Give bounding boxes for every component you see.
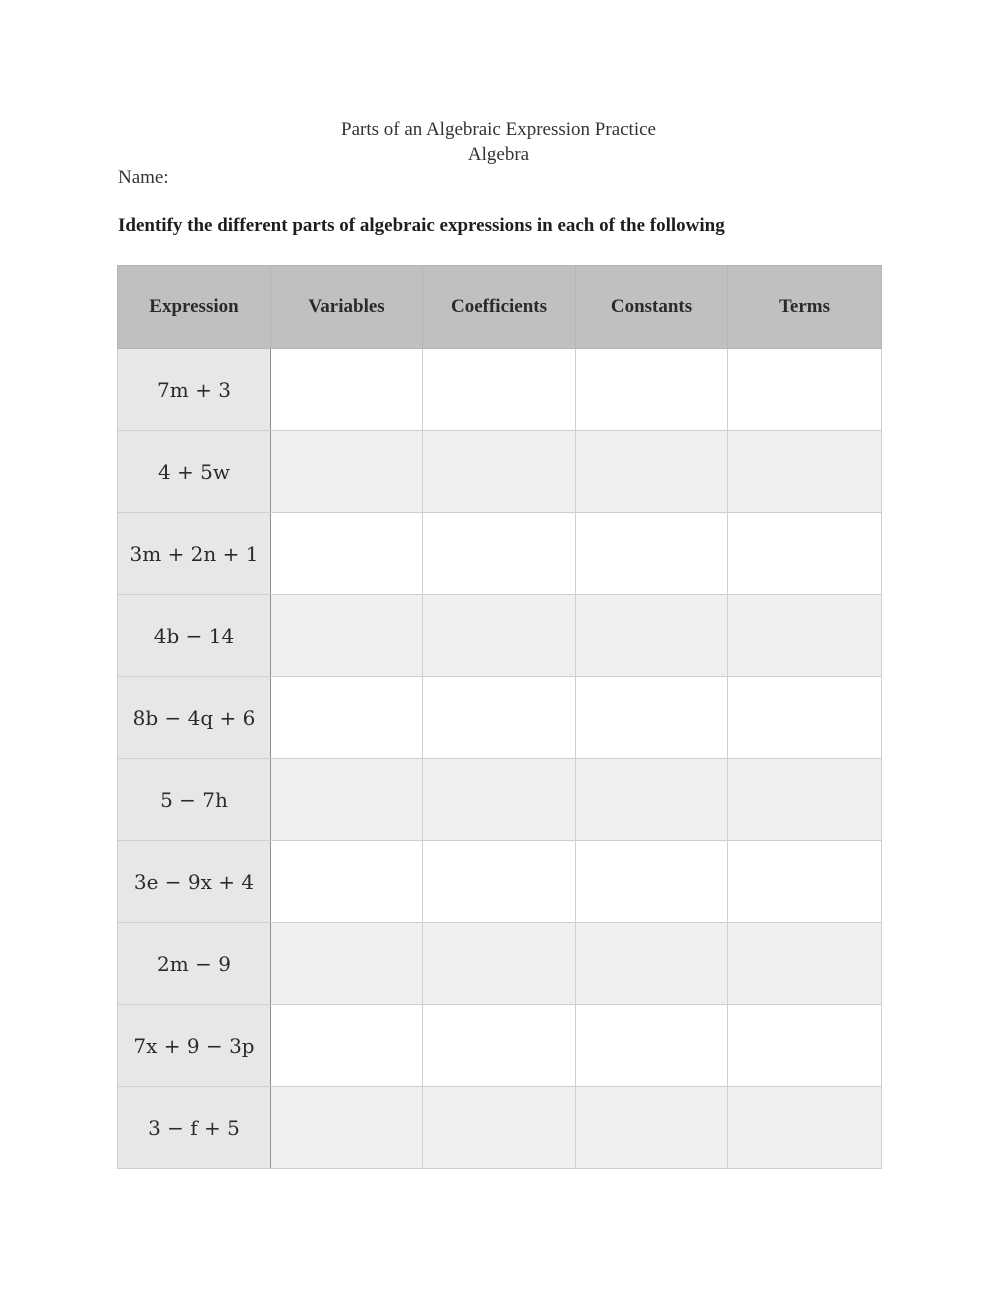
- variables-answer-cell[interactable]: [271, 677, 423, 759]
- expression-cell: 5 − 7h: [118, 759, 271, 841]
- instructions: Identify the different parts of algebraic expressions in each of the following: [118, 215, 725, 236]
- variables-answer-cell[interactable]: [271, 349, 423, 431]
- terms-answer-cell[interactable]: [728, 513, 882, 595]
- terms-answer-cell[interactable]: [728, 1005, 882, 1087]
- constants-answer-cell[interactable]: [576, 349, 728, 431]
- constants-answer-cell[interactable]: [576, 513, 728, 595]
- constants-answer-cell[interactable]: [576, 431, 728, 513]
- expression-cell: 4b − 14: [118, 595, 271, 677]
- table-row: [118, 431, 882, 513]
- variables-answer-cell[interactable]: [271, 1087, 423, 1169]
- coefficients-answer-cell[interactable]: [423, 513, 576, 595]
- table-row: [118, 677, 882, 759]
- expression-cell: 7x + 9 − 3p: [118, 1005, 271, 1087]
- table-row: [118, 841, 882, 923]
- header-constants: Constants: [576, 266, 728, 349]
- constants-answer-cell[interactable]: [576, 1087, 728, 1169]
- terms-answer-cell[interactable]: [728, 677, 882, 759]
- variables-answer-cell[interactable]: [271, 841, 423, 923]
- coefficients-answer-cell[interactable]: [423, 1005, 576, 1087]
- terms-answer-cell[interactable]: [728, 841, 882, 923]
- table-row: [118, 595, 882, 677]
- constants-answer-cell[interactable]: [576, 1005, 728, 1087]
- terms-answer-cell[interactable]: [728, 595, 882, 677]
- table-row: [118, 759, 882, 841]
- constants-answer-cell[interactable]: [576, 923, 728, 1005]
- table-header-row: [118, 266, 882, 349]
- table-row: [118, 513, 882, 595]
- terms-answer-cell[interactable]: [728, 759, 882, 841]
- constants-answer-cell[interactable]: [576, 759, 728, 841]
- table-row: [118, 349, 882, 431]
- expression-cell: 3 − f + 5: [118, 1087, 271, 1169]
- header-variables: Variables: [271, 266, 423, 349]
- constants-answer-cell[interactable]: [576, 677, 728, 759]
- worksheet-title-block: [0, 117, 997, 167]
- variables-answer-cell[interactable]: [271, 431, 423, 513]
- coefficients-answer-cell[interactable]: [423, 923, 576, 1005]
- coefficients-answer-cell[interactable]: [423, 349, 576, 431]
- terms-answer-cell[interactable]: [728, 1087, 882, 1169]
- coefficients-answer-cell[interactable]: [423, 595, 576, 677]
- table-row: [118, 1005, 882, 1087]
- variables-answer-cell[interactable]: [271, 923, 423, 1005]
- name-label: Name:: [118, 167, 169, 188]
- coefficients-answer-cell[interactable]: [423, 759, 576, 841]
- worksheet-subtitle: Algebra: [467, 144, 530, 165]
- coefficients-answer-cell[interactable]: [423, 677, 576, 759]
- variables-answer-cell[interactable]: [271, 1005, 423, 1087]
- expression-cell: 4 + 5w: [118, 431, 271, 513]
- table-row: [118, 1087, 882, 1169]
- expression-cell: 3e − 9x + 4: [118, 841, 271, 923]
- practice-table: [117, 265, 882, 1169]
- terms-answer-cell[interactable]: [728, 923, 882, 1005]
- table-row: [118, 923, 882, 1005]
- expression-cell: 8b − 4q + 6: [118, 677, 271, 759]
- worksheet-title: Parts of an Algebraic Expression Practice: [341, 119, 656, 140]
- variables-answer-cell[interactable]: [271, 513, 423, 595]
- constants-answer-cell[interactable]: [576, 595, 728, 677]
- coefficients-answer-cell[interactable]: [423, 1087, 576, 1169]
- expression-cell: 2m − 9: [118, 923, 271, 1005]
- coefficients-answer-cell[interactable]: [423, 431, 576, 513]
- coefficients-answer-cell[interactable]: [423, 841, 576, 923]
- header-expression: Expression: [118, 266, 271, 349]
- terms-answer-cell[interactable]: [728, 431, 882, 513]
- header-terms: Terms: [728, 266, 882, 349]
- variables-answer-cell[interactable]: [271, 595, 423, 677]
- terms-answer-cell[interactable]: [728, 349, 882, 431]
- variables-answer-cell[interactable]: [271, 759, 423, 841]
- constants-answer-cell[interactable]: [576, 841, 728, 923]
- header-coefficients: Coefficients: [423, 266, 576, 349]
- expression-cell: 7m + 3: [118, 349, 271, 431]
- expression-cell: 3m + 2n + 1: [118, 513, 271, 595]
